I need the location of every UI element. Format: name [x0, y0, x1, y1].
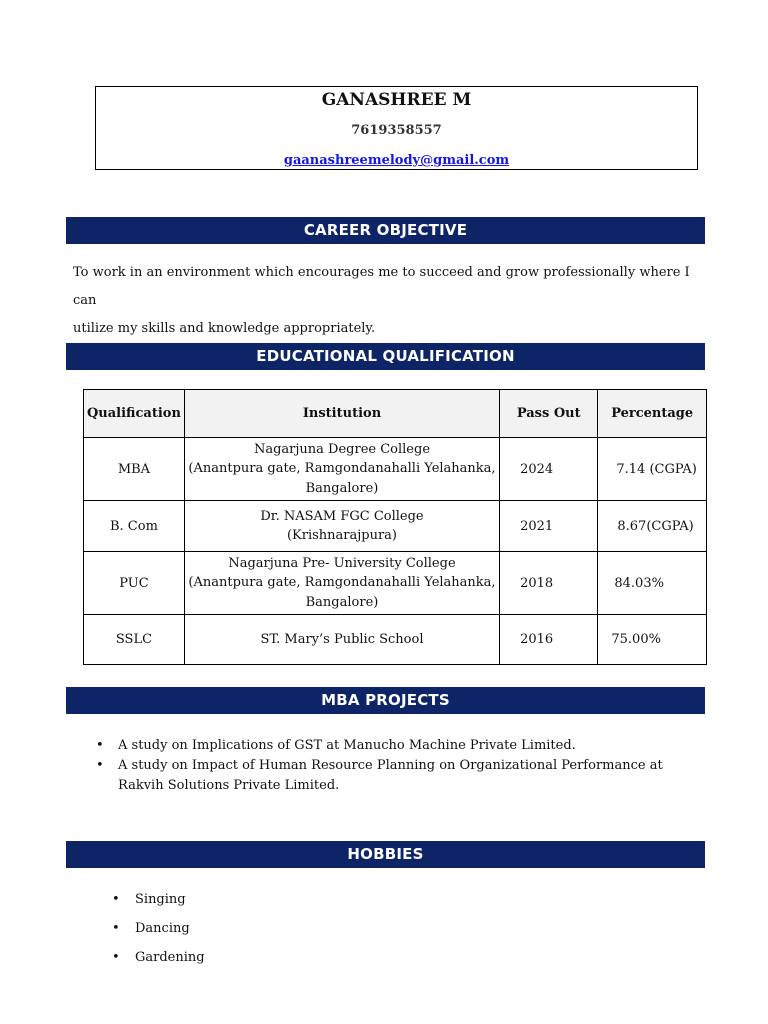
career-objective-line-2: utilize my skills and knowledge appropriately.: [73, 321, 376, 336]
career-objective-text: [73, 259, 713, 343]
bullet-icon: •: [112, 921, 120, 936]
table-row: [84, 501, 707, 552]
bullet-icon: •: [96, 738, 104, 753]
header-percentage: Percentage: [598, 390, 707, 438]
qualification-cell: PUC: [84, 552, 185, 615]
project-text: A study on Impact of Human Resource Planning on Organizational Performance at Rakvih Solutions Private Limited.: [118, 758, 663, 793]
hobby-text: Singing: [135, 892, 186, 907]
hobby-text: Gardening: [135, 950, 205, 965]
table-row: [84, 615, 707, 665]
hobby-text: Dancing: [135, 921, 190, 936]
education-heading: EDUCATIONAL QUALIFICATION: [66, 343, 705, 370]
qualification-cell: SSLC: [84, 615, 185, 665]
institution-cell: [184, 615, 499, 665]
list-item: [96, 736, 696, 756]
percentage-cell: 8.67(CGPA): [598, 501, 707, 552]
hobbies-heading: HOBBIES: [66, 841, 705, 868]
institution-line: (Krishnarajpura): [286, 528, 398, 543]
education-table: [83, 389, 707, 665]
mba-projects-heading: MBA PROJECTS: [66, 687, 705, 714]
institution-line: Dr. NASAM FGC College: [260, 508, 424, 524]
hobbies-list: [112, 885, 205, 972]
career-objective-line-1: To work in an environment which encourages me to succeed and grow professionally where I can: [73, 265, 690, 308]
bullet-icon: •: [112, 950, 120, 965]
percentage-cell: 7.14 (CGPA): [598, 438, 707, 501]
list-item: [112, 943, 205, 972]
header-institution: Institution: [184, 390, 499, 438]
institution-line: Bangalore): [305, 480, 379, 496]
institution-line: Nagarjuna Degree College: [253, 441, 431, 457]
institution-line: Bangalore): [305, 594, 379, 610]
pass-out-cell: 2024: [500, 438, 598, 501]
pass-out-cell: 2016: [500, 615, 598, 665]
institution-line: (Anantpura gate, Ramgondanahalli Yelahanka,: [188, 461, 496, 477]
table-header-row: [84, 390, 707, 438]
candidate-name: GANASHREE M: [321, 90, 472, 110]
email-link[interactable]: gaanashreemelody@gmail.com: [283, 153, 510, 168]
table-row: [84, 552, 707, 615]
project-text: A study on Implications of GST at Manucho Machine Private Limited.: [118, 738, 576, 753]
phone-number: 7619358557: [351, 123, 442, 138]
institution-line: Nagarjuna Pre- University College: [228, 555, 456, 571]
institution-line: ST. Mary’s Public School: [260, 631, 424, 647]
list-item: [96, 756, 696, 796]
bullet-icon: •: [96, 758, 104, 773]
projects-list: [96, 736, 696, 796]
qualification-cell: B. Com: [84, 501, 185, 552]
header-pass-out: Pass Out: [500, 390, 598, 438]
percentage-cell: 75.00%: [598, 615, 707, 665]
contact-header: [95, 86, 698, 170]
table-row: [84, 438, 707, 501]
list-item: [112, 885, 205, 914]
header-qualification: Qualification: [84, 390, 185, 438]
career-objective-heading: CAREER OBJECTIVE: [66, 217, 705, 244]
percentage-cell: 84.03%: [598, 552, 707, 615]
pass-out-cell: 2021: [500, 501, 598, 552]
qualification-cell: MBA: [84, 438, 185, 501]
institution-cell: [184, 552, 499, 615]
institution-cell: [184, 438, 499, 501]
institution-line: (Anantpura gate, Ramgondanahalli Yelahanka,: [188, 575, 496, 591]
bullet-icon: •: [112, 892, 120, 907]
list-item: [112, 914, 205, 943]
pass-out-cell: 2018: [500, 552, 598, 615]
institution-cell: [184, 501, 499, 552]
